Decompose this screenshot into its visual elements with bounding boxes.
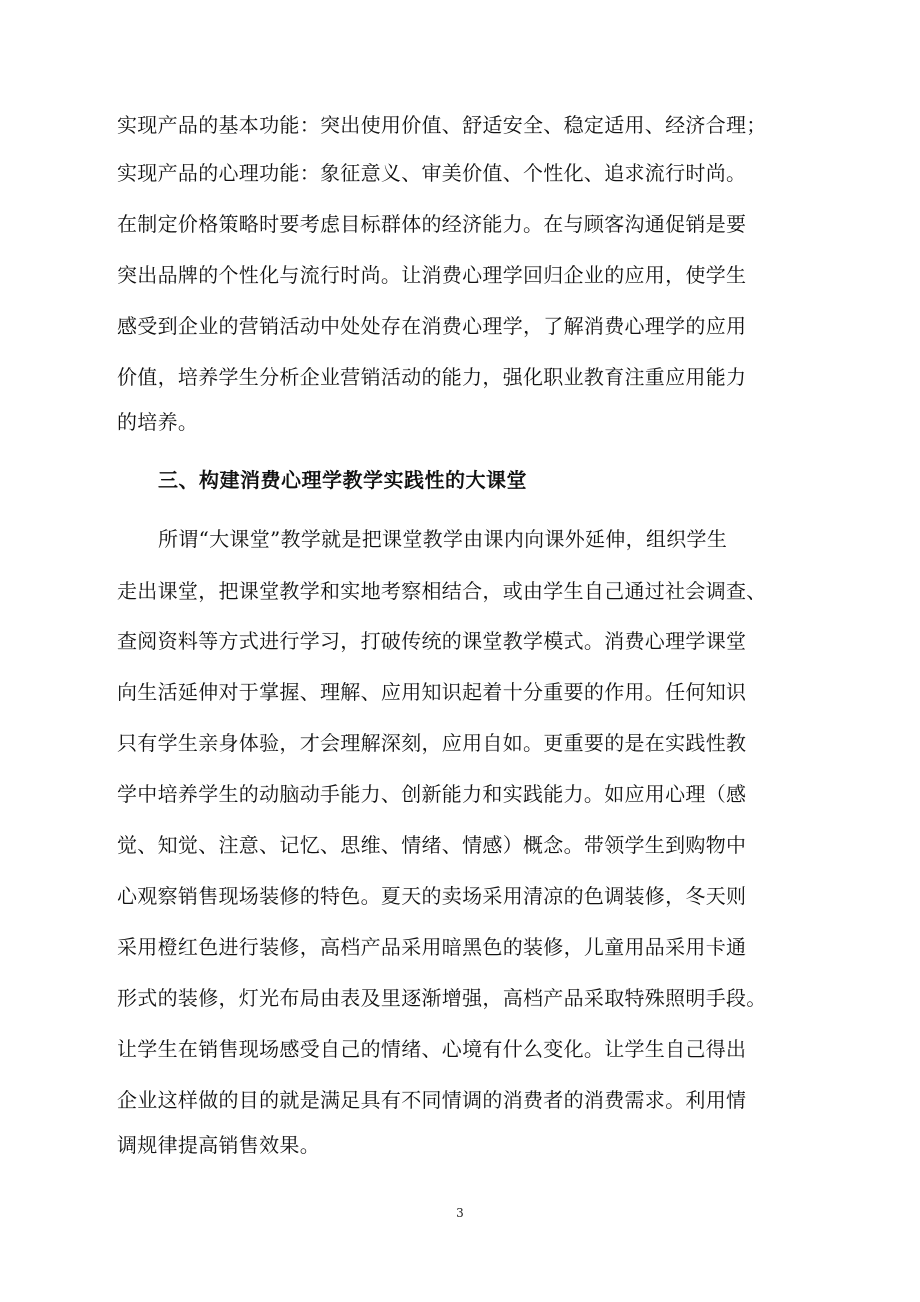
body-text-line: 在制定价格策略时要考虑目标群体的经济能力。在与顾客沟通促销是要 (117, 212, 747, 236)
body-text-line: 价值，培养学生分析企业营销活动的能力，强化职业教育注重应用能力 (117, 365, 747, 389)
body-text-line: 查阅资料等方式进行学习，打破传统的课堂教学模式。消费心理学课堂 (117, 629, 747, 653)
body-text-line: 实现产品的基本功能：突出使用价值、舒适安全、稳定适用、经济合理； (117, 113, 767, 137)
body-text-line: 感受到企业的营销活动中处处存在消费心理学，了解消费心理学的应用 (117, 314, 747, 338)
body-text-line: 心观察销售现场装修的特色。夏天的卖场采用清凉的色调装修，冬天则 (117, 884, 747, 908)
body-text-line: 企业这样做的目的就是满足具有不同情调的消费者的消费需求。利用情 (117, 1088, 747, 1112)
body-text-line: 采用橙红色进行装修，高档产品采用暗黑色的装修，儿童用品采用卡通 (117, 935, 747, 959)
body-text-line: 的培养。 (117, 410, 199, 434)
body-text-line: 觉、知觉、注意、记忆、思维、情绪、情感）概念。带领学生到购物中 (117, 833, 747, 857)
body-text-line: 让学生在销售现场感受自己的情绪、心境有什么变化。让学生自己得出 (117, 1037, 747, 1061)
body-text-line: 学中培养学生的动脑动手能力、创新能力和实践能力。如应用心理（感 (117, 782, 747, 806)
body-text-line: 所谓“大课堂”教学就是把课堂教学由课内向课外延伸，组织学生 (158, 527, 728, 551)
body-text-line: 向生活延伸对于掌握、理解、应用知识起着十分重要的作用。任何知识 (117, 680, 747, 704)
page-number: 3 (456, 1206, 464, 1220)
body-text-line: 只有学生亲身体验，才会理解深刻，应用自如。更重要的是在实践性教 (117, 731, 747, 755)
body-text-line: 突出品牌的个性化与流行时尚。让消费心理学回归企业的应用，使学生 (117, 263, 747, 287)
section-heading: 三、构建消费心理学教学实践性的大课堂 (158, 468, 527, 492)
body-text-line: 实现产品的心理功能：象征意义、审美价值、个性化、追求流行时尚。 (117, 161, 747, 185)
body-text-line: 走出课堂，把课堂教学和实地考察相结合，或由学生自己通过社会调查、 (117, 579, 767, 603)
body-text-line: 调规律提高销售效果。 (117, 1133, 320, 1157)
body-text-line: 形式的装修，灯光布局由表及里逐渐增强，高档产品采取特殊照明手段。 (117, 986, 767, 1010)
